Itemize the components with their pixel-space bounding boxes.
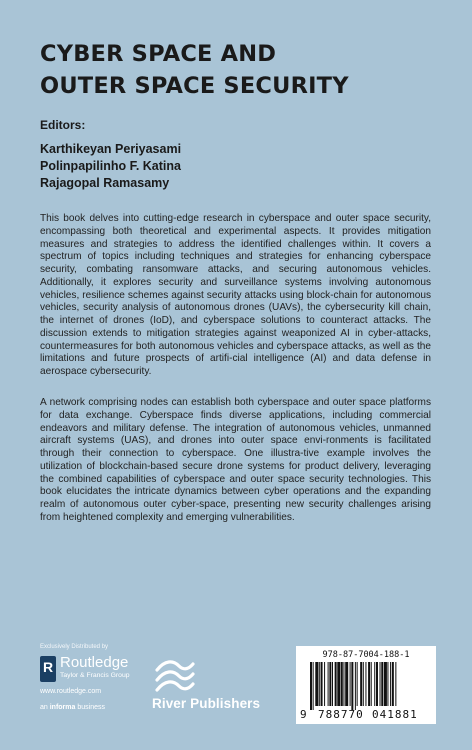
barcode-bar <box>332 662 333 706</box>
barcode-bar <box>374 662 375 706</box>
barcode-bar <box>384 662 387 706</box>
barcode-bar <box>371 662 372 706</box>
river-publishers-logo <box>152 656 272 716</box>
routledge-r-icon: R <box>40 656 56 682</box>
isbn-digits <box>296 708 436 722</box>
barcode-bar <box>315 662 318 706</box>
barcode-bar <box>380 662 381 706</box>
barcode-bar <box>341 662 343 706</box>
barcode-bar <box>337 662 340 706</box>
barcode-bar <box>335 662 337 706</box>
barcode-bar <box>319 662 320 706</box>
barcode-bar <box>329 662 331 706</box>
barcode-bar <box>357 662 358 706</box>
barcode-bar <box>350 662 351 706</box>
isbn-lead-digit: 9 <box>300 708 307 721</box>
routledge-name: Routledge <box>60 654 129 671</box>
barcode-bars <box>310 662 424 710</box>
book-title <box>40 38 440 102</box>
informa-brand: informa <box>49 704 76 711</box>
barcode-bar <box>390 662 391 706</box>
informa-line <box>40 704 105 711</box>
river-waves-icon <box>155 656 195 692</box>
isbn-left-digits: 788770 <box>318 708 364 721</box>
barcode-bar <box>381 662 383 706</box>
routledge-url: www.routledge.com <box>40 688 102 695</box>
routledge-group: Taylor & Francis Group <box>60 672 130 679</box>
barcode-bar <box>310 662 312 710</box>
editors-list <box>40 141 181 192</box>
routledge-logo-block <box>40 644 170 724</box>
description-paragraph-1: This book delves into cutting-edge research in cyberspace and outer space security, encompassing both theoretical and experimental aspects. It provides mitigation measures and strategies to address the identified challenges within. It covers a spectrum of topics including techniques and strategies for enhancing cyberspace security, combating ransomware attacks, and securing autonomous vehicles. Additionally, it explores security and surveillance systems involving autonomous vehicles, resilience schemes against security attacks using block-chain for autonomous vehicles, security analysis of autonomous drones (UAVs), the cybersecurity kill chain, the internet of drones (IoD), and cyberspace solutions to counteract attacks. The discussion extends to mitigation strategies against weaponized AI in cyber-attacks, countermeasures for both autonomous vehicles and cyberspace attacks, as well as the limitations and future prospects of artifi-cial intelligence (AI) and data defense in aerospace cybersecurity. <box>40 213 431 377</box>
barcode-bar <box>345 662 348 706</box>
barcode-bar <box>351 662 353 710</box>
barcode-bar <box>363 662 364 706</box>
isbn-barcode <box>296 646 436 724</box>
barcode-bar <box>343 662 344 706</box>
title-line-2: OUTER SPACE SECURITY <box>40 73 349 99</box>
editor-name: Rajagopal Ramasamy <box>40 176 170 190</box>
barcode-bar <box>355 662 356 710</box>
editor-name: Karthikeyan Periyasami <box>40 142 182 156</box>
informa-prefix: an <box>40 704 50 711</box>
description-paragraph-2: A network comprising nodes can establish both cyberspace and outer space platforms for data exchange. Cyberspace finds diverse applications, including commercial endeavors and military defense. The integration of autonomous vehicles, unmanned aircraft systems (UAS), and drones into outer space envi-ronments is facilitated through their connection to cyberspace. One illustra-tive example involves the utilization of blockchain-based secure drone systems for product delivery, leveraging the combined capabilities of cyberspace and outer space security technologies. This book elucidates the intricate dynamics between cyber operations and the expanding realm of autonomous outer cyber-space, presenting new security challenges arising from heightened complexity and emerging vulnerabilities. <box>40 397 431 523</box>
informa-suffix: business <box>75 704 105 711</box>
barcode-bar <box>365 662 366 706</box>
barcode-bar <box>360 662 362 706</box>
editor-name: Polinpapilinho F. Katina <box>40 159 181 173</box>
barcode-bar <box>387 662 388 706</box>
barcode-bar <box>392 662 394 706</box>
river-publishers-name: River Publishers <box>152 696 261 711</box>
isbn-right-digits: 041881 <box>372 708 418 721</box>
barcode-bar <box>368 662 370 706</box>
barcode-bar <box>395 662 396 706</box>
barcode-bar <box>324 662 325 706</box>
exclusive-distribution-text: Exclusively Distributed by <box>40 644 109 650</box>
barcode-bar <box>313 662 314 710</box>
title-line-1: CYBER SPACE AND <box>40 41 277 67</box>
barcode-bar <box>328 662 329 706</box>
editors-label: Editors: <box>40 118 86 132</box>
barcode-bar <box>376 662 378 706</box>
isbn-number: 978-87-7004-188-1 <box>322 650 410 660</box>
barcode-bar <box>321 662 323 706</box>
